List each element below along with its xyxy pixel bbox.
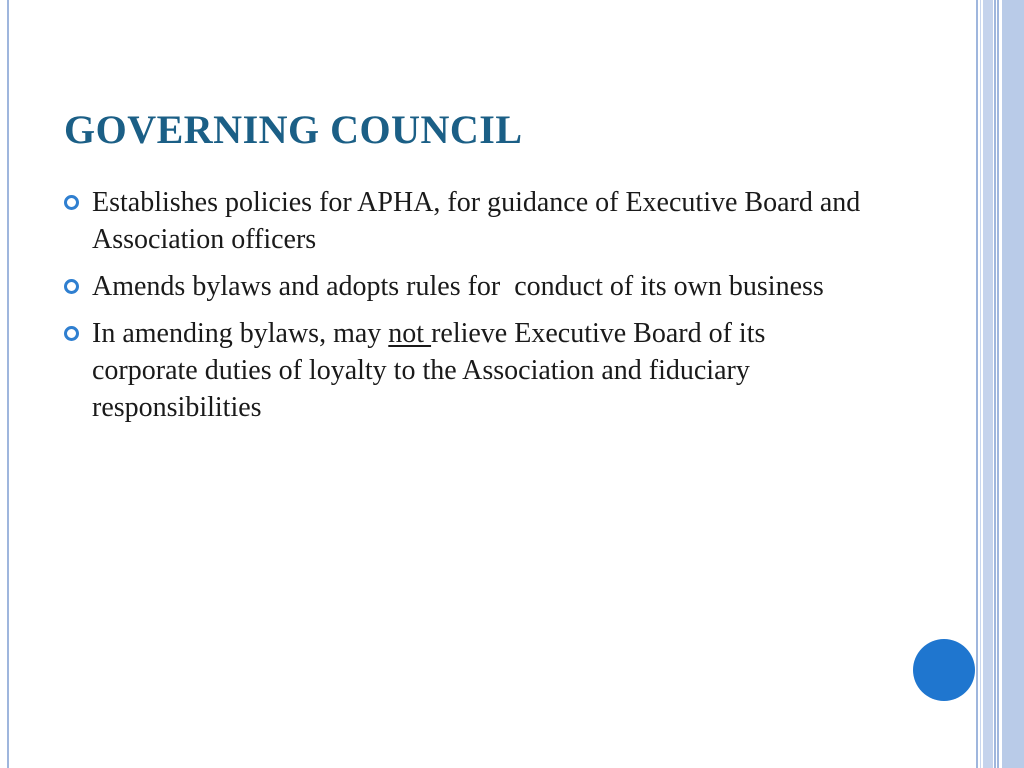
ring-bullet-icon	[64, 279, 79, 294]
bullet-text: Amends bylaws and adopts rules for conduct of its own business	[92, 271, 824, 302]
ring-bullet-icon	[64, 195, 79, 210]
stripe	[994, 0, 996, 768]
left-border-rule	[7, 0, 9, 768]
stripe	[983, 0, 993, 768]
stripe	[980, 0, 981, 768]
bullet-text: Establishes policies for APHA, for guidance of Executive Board and Association officers	[92, 187, 861, 255]
slide-title: GOVERNING COUNCIL	[64, 107, 523, 152]
stripe	[976, 0, 978, 768]
ring-bullet-icon	[64, 326, 79, 341]
underlined-emphasis: not	[388, 318, 432, 349]
stripe	[997, 0, 999, 768]
right-decorative-stripes	[976, 0, 1024, 768]
stripe	[1002, 0, 1024, 768]
bullet-item	[62, 268, 862, 305]
bullet-list	[62, 184, 862, 436]
bullet-item	[62, 184, 862, 258]
bullet-item	[62, 315, 862, 426]
decorative-circle	[913, 639, 975, 701]
bullet-text-before: In amending bylaws, may	[92, 318, 389, 349]
bullet-text-after: relieve Executive Board of its corporate duties of loyalty to the Association and fiduciary responsibilities	[92, 318, 766, 423]
